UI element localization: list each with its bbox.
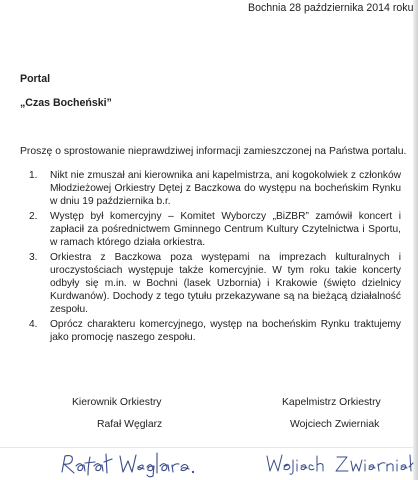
- signature-left: [58, 448, 198, 478]
- list-item-text: Oprócz charakteru komercyjnego, występ na bocheńskim Rynku traktujemy jako promocję naszego zespołu.: [50, 319, 401, 343]
- correction-list: [29, 169, 401, 346]
- list-item: [29, 318, 401, 344]
- signer-right-name: Wojciech Zwierniak: [290, 419, 380, 430]
- list-item-number: 2.: [29, 211, 38, 222]
- list-item-number: 4.: [29, 319, 38, 330]
- letter-date: Bochnia 28 października 2014 roku: [248, 2, 414, 14]
- list-item: [29, 169, 401, 208]
- list-item-number: 1.: [29, 170, 38, 181]
- page-edge: [413, 0, 418, 480]
- signer-left-role: Kierownik Orkiestry: [72, 397, 162, 408]
- signature-right: [265, 450, 415, 476]
- letter-intro: Proszę o sprostowanie nieprawdziwej informacji zamieszczonej na Państwa portalu.: [20, 146, 407, 157]
- signer-left-name: Rafał Węglarz: [97, 419, 163, 430]
- list-item-text: Orkiestra z Baczkowa poza występami na imprezach kulturalnych i uroczystościach występuje także komercyjnie. W tym roku takie koncerty odbyły się m.in. w Bochni (lasek Uzbornia) i Krakowie (święto dzielnicy Kurdwanów). Dochody z tego tytułu przekazywane są na bieżącą działalność zespołu.: [50, 252, 401, 315]
- list-item: [29, 251, 401, 316]
- signer-right-role: Kapelmistrz Orkiestry: [282, 397, 381, 408]
- list-item-text: Występ był komercyjny – Komitet Wyborczy „BiZBR” zamówił koncert i zapłacił za pośrednictwem Gminnego Centrum Kultury Czytelnictwa i Sportu, w ramach którego działa orkiestra.: [50, 211, 401, 248]
- list-item-number: 3.: [29, 252, 38, 263]
- recipient-line-2: „Czas Bocheński”: [20, 97, 112, 109]
- recipient-line-1: Portal: [20, 73, 51, 85]
- list-item: [29, 210, 401, 249]
- list-item-text: Nikt nie zmuszał ani kierownika ani kapelmistrza, ani kogokolwiek z członków Młodzieżowej Orkiestry Dętej z Baczkowa do występu na bocheńskim Rynku w dniu 19 października b.r.: [50, 170, 401, 207]
